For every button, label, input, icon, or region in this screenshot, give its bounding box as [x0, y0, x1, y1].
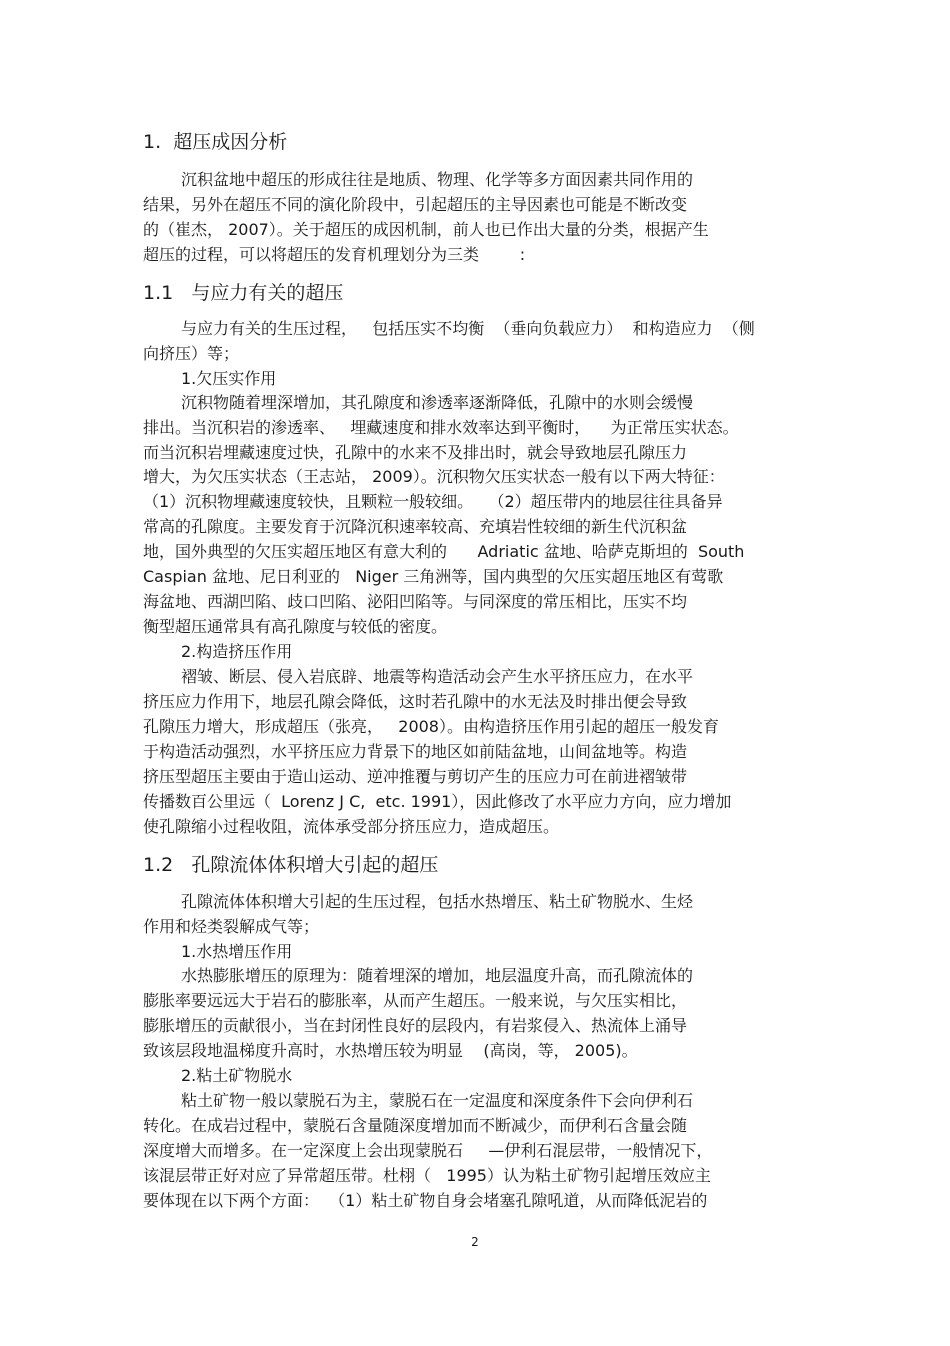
list-heading: 2.粘土矿物脱水	[181, 1066, 293, 1085]
paragraph-line: 常高的孔隙度。主要发育于沉降沉积速率较高、充填岩性较细的新生代沉积盆	[143, 517, 688, 536]
paragraph-line: 深度增大而增多。在一定深度上会出现蒙脱石 —伊利石混层带，一般情况下，	[143, 1141, 713, 1160]
paragraph-line: 膨胀率要远远大于岩石的膨胀率，从而产生超压。一般来说，与欠压实相比，	[143, 991, 688, 1010]
paragraph-line: 海盆地、西湖凹陷、歧口凹陷、泌阳凹陷等。与同深度的常压相比，压实不均	[143, 592, 688, 611]
list-heading: 1.欠压实作用	[181, 369, 277, 388]
paragraph-line: 孔隙流体体积增大引起的生压过程，包括水热增压、粘土矿物脱水、生烃	[181, 892, 694, 911]
paragraph-line: 的（崔杰， 2007）。关于超压的成因机制，前人也已作出大量的分类，根据产生	[143, 220, 709, 239]
paragraph-line: 孔隙压力增大，形成超压（张亮， 2008）。由构造挤压作用引起的超压一般发育	[143, 717, 719, 736]
paragraph-line: （1）沉积物埋藏速度较快，且颗粒一般较细。 （2）超压带内的地层往往具备异	[143, 492, 723, 511]
subsection-heading: 1.2 孔隙流体体积增大引起的超压	[143, 854, 439, 876]
paragraph-line: 挤压应力作用下，地层孔隙会降低，这时若孔隙中的水无法及时排出便会导致	[143, 692, 688, 711]
paragraph-line: 传播数百公里远（ Lorenz J C, etc. 1991），因此修改了水平应力方向，应力增加	[143, 792, 732, 811]
paragraph-line: 水热膨胀增压的原理为：随着埋深的增加，地层温度升高，而孔隙流体的	[181, 966, 694, 985]
paragraph-line: 而当沉积岩埋藏速度过快，孔隙中的水来不及排出时，就会导致地层孔隙压力	[143, 443, 688, 462]
paragraph-line: 粘土矿物一般以蒙脱石为主，蒙脱石在一定温度和深度条件下会向伊利石	[181, 1091, 694, 1110]
list-heading: 1.水热增压作用	[181, 942, 293, 961]
page-number: 2	[471, 1235, 479, 1249]
section-heading: 1. 超压成因分析	[143, 131, 288, 153]
subsection-heading: 1.1 与应力有关的超压	[143, 282, 344, 304]
paragraph-line: 转化。在成岩过程中，蒙脱石含量随深度增加而不断减少，而伊利石含量会随	[143, 1116, 688, 1135]
paragraph-line: 致该层段地温梯度升高时，水热增压较为明显 (高岗，等， 2005)。	[143, 1041, 638, 1060]
paragraph-line: 结果，另外在超压不同的演化阶段中，引起超压的主导因素也可能是不断改变	[143, 195, 688, 214]
paragraph-line: 于构造活动强烈，水平挤压应力背景下的地区如前陆盆地，山间盆地等。构造	[143, 742, 688, 761]
paragraph-line: 衡型超压通常具有高孔隙度与较低的密度。	[143, 617, 448, 636]
paragraph-line: 增大，为欠压实状态（王志站， 2009）。沉积物欠压实状态一般有以下两大特征：	[143, 467, 725, 486]
paragraph-line: 该混层带正好对应了异常超压带。杜栩（ 1995）认为粘土矿物引起增压效应主	[143, 1166, 711, 1185]
paragraph-line: 向挤压）等；	[143, 344, 240, 363]
paragraph-line: 要体现在以下两个方面： （1）粘土矿物自身会堵塞孔隙吼道，从而降低泥岩的	[143, 1191, 708, 1210]
paragraph-line: 作用和烃类裂解成气等；	[143, 917, 320, 936]
paragraph-line: 褶皱、断层、侵入岩底辟、地震等构造活动会产生水平挤压应力，在水平	[181, 667, 694, 686]
paragraph-line: 使孔隙缩小过程收阻，流体承受部分挤压应力，造成超压。	[143, 817, 560, 836]
paragraph-line: Caspian 盆地、尼日利亚的 Niger 三角洲等，国内典型的欠压实超压地区有莺歌	[143, 567, 724, 586]
paragraph-line: 排出。当沉积岩的渗透率、 埋藏速度和排水效率达到平衡时， 为正常压实状态。	[143, 418, 739, 437]
paragraph-line: 地，国外典型的欠压实超压地区有意大利的 Adriatic 盆地、哈萨克斯坦的 South	[143, 542, 745, 561]
paragraph-line: 超压的过程，可以将超压的发育机理划分为三类 :	[143, 245, 526, 264]
paragraph-line: 沉积盆地中超压的形成往往是地质、物理、化学等多方面因素共同作用的	[181, 170, 694, 189]
paragraph-line: 与应力有关的生压过程， 包括压实不均衡 （垂向负载应力） 和构造应力 （侧	[181, 319, 755, 338]
paragraph-line: 膨胀增压的贡献很小，当在封闭性良好的层段内，有岩浆侵入、热流体上涌导	[143, 1016, 688, 1035]
paragraph-line: 沉积物随着埋深增加，其孔隙度和渗透率逐渐降低，孔隙中的水则会缓慢	[181, 393, 694, 412]
paragraph-line: 挤压型超压主要由于造山运动、逆冲推覆与剪切产生的压应力可在前进褶皱带	[143, 767, 688, 786]
list-heading: 2.构造挤压作用	[181, 642, 293, 661]
